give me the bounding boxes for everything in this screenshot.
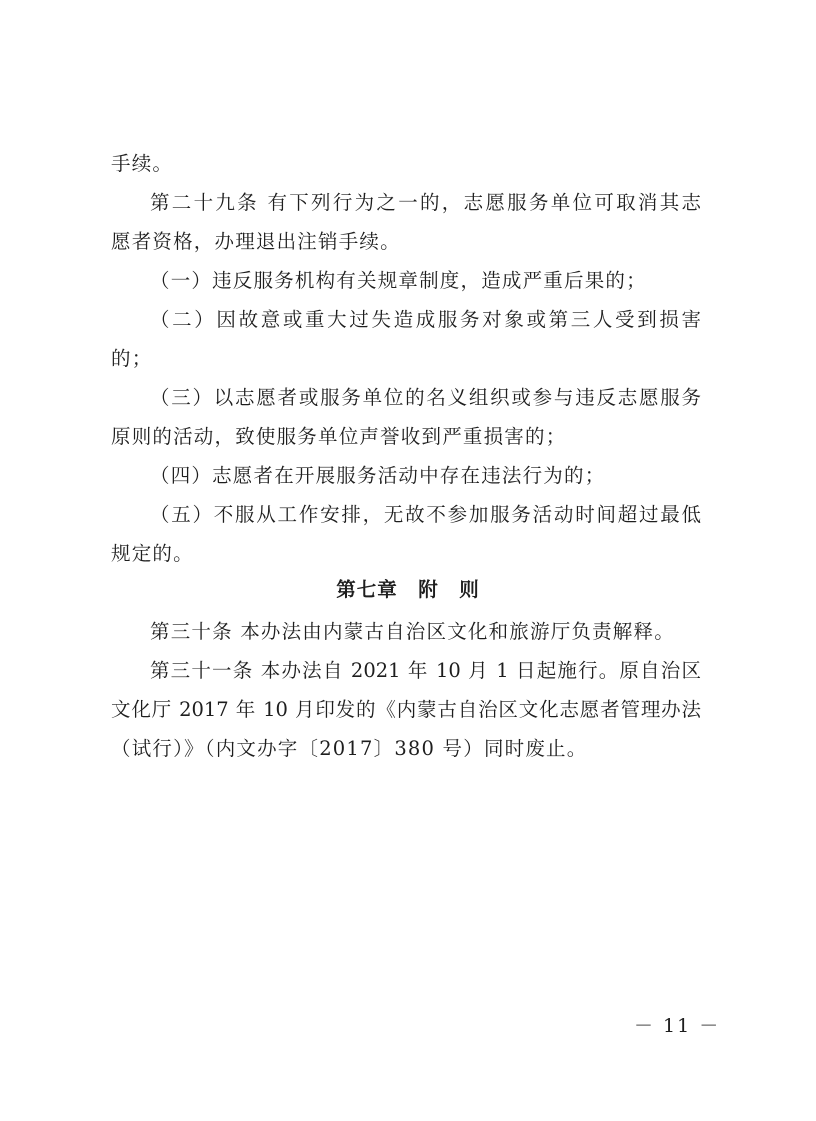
text-line-continuation: 手续。 — [111, 152, 174, 175]
article-30-line: 第三十条 本办法由内蒙古自治区文化和旅游厅负责解释。 — [150, 620, 675, 643]
article-29-item-1: （一）违反服务机构有关规章制度，造成严重后果的； — [150, 269, 647, 292]
article-31-line-3: （试行）》（内文办字〔2017〕380 号）同时废止。 — [111, 737, 588, 760]
article-31-line-2: 文化厅 2017 年 10 月印发的《内蒙古自治区文化志愿者管理办法 — [111, 698, 701, 721]
article-29-item-2-line-1: （二）因故意或重大过失造成服务对象或第三人受到损害 — [150, 308, 701, 331]
article-29-item-4: （四）志愿者在开展服务活动中存在违法行为的； — [150, 464, 606, 487]
article-29-item-3-line-2: 原则的活动，致使服务单位声誉收到严重损害的； — [111, 425, 567, 448]
chapter-heading: 第七章 附 则 — [336, 578, 480, 601]
article-29-item-5-line-1: （五）不服从工作安排，无故不参加服务活动时间超过最低 — [150, 503, 701, 526]
article-29-item-5-line-2: 规定的。 — [111, 542, 194, 565]
article-29-line-2: 愿者资格，办理退出注销手续。 — [111, 230, 401, 253]
article-29-item-3-line-1: （三）以志愿者或服务单位的名义组织或参与违反志愿服务 — [150, 386, 701, 409]
page-number: － 11 － — [634, 1015, 721, 1037]
article-31-line-1: 第三十一条 本办法自 2021 年 10 月 1 日起施行。原自治区 — [150, 659, 701, 682]
article-29-item-2-line-2: 的； — [111, 347, 153, 370]
article-29-line-1: 第二十九条 有下列行为之一的，志愿服务单位可取消其志 — [150, 191, 701, 214]
